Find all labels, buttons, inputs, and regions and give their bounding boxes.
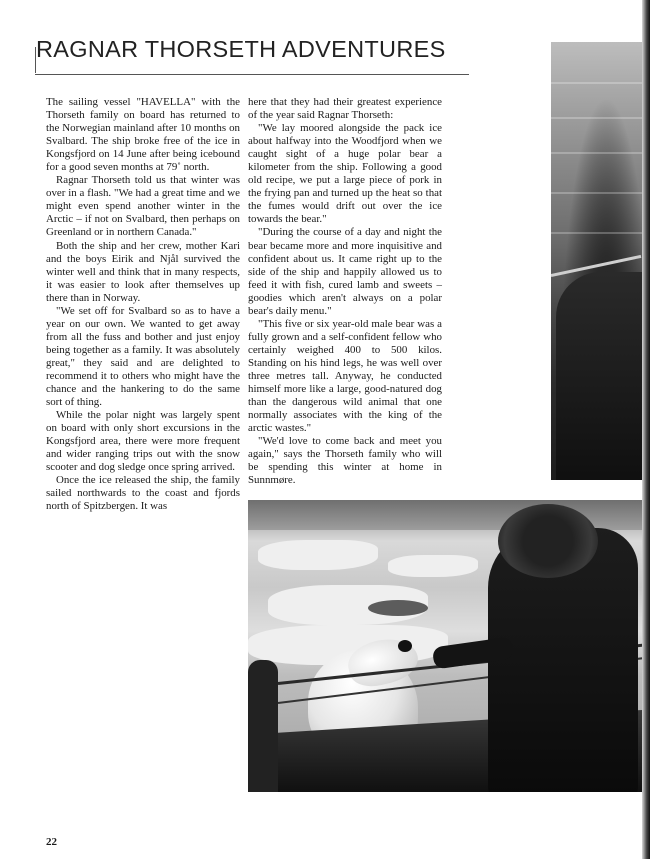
paragraph: "We lay moored alongside the pack ice about halfway into the Woodfjord when we caught sight of a huge polar bear a kilometer from the ship. Following a good old recipe, we put a large piece of pork in the frying pan and turned up the heat so that the fumes would drift out over the ice towards the bear." bbox=[248, 122, 442, 226]
page-number: 22 bbox=[46, 836, 57, 848]
photo-arctic-sea bbox=[551, 42, 643, 480]
paragraph: Both the ship and her crew, mother Kari and the boys Eirik and Njål survived the winter well and think that in many respects, it was easier to look after themselves up there than in Norway. bbox=[46, 239, 240, 304]
paragraph: "This five or six year-old male bear was a fully grown and a self-confident fellow who certainly weighed 400 to 500 kilos. Standing on his hind legs, he was well over three metres tall. Anyway, he conducted himself more like a large, good-natured dog than the dangerous wild animal that one normally associates with the king of the arctic wastes." bbox=[248, 317, 442, 435]
page-edge-shadow bbox=[642, 0, 650, 859]
paragraph: Ragnar Thorseth told us that winter was over in a flash. "We had a great time and we might even spend another winter in the Arctic – if not on Svalbard, then perhaps on Greenland or in northern Canada." bbox=[46, 174, 240, 239]
article-column-left bbox=[46, 96, 240, 514]
paragraph: While the polar night was largely spent on board with only short excursions in the Kongsfjord area, there were more frequent and wider ranging trips out with the snow scooter and dog sledge once spring arrived. bbox=[46, 409, 240, 474]
article-title: RAGNAR THORSETH ADVENTURES bbox=[36, 36, 446, 62]
article-column-middle bbox=[248, 96, 442, 487]
photo-polar-bear-feeding bbox=[248, 500, 642, 792]
paragraph: "During the course of a day and night the bear became more and more inquisitive and confident about us. It came right up to the side of the ship and happily allowed us to feed it with fish, cured lamb and sweets – goodies which aren't always on a polar bear's daily menu." bbox=[248, 226, 442, 317]
paragraph: "We'd love to come back and meet you again," says the Thorseth family who will be spending this winter at home in Sunnmøre. bbox=[248, 435, 442, 487]
paragraph: Once the ice released the ship, the family sailed northwards to the coast and fjords north of Spitzbergen. It was bbox=[46, 474, 240, 513]
paragraph: "We set off for Svalbard so as to have a year on our own. We wanted to get away from all the fuss and bother and just enjoy being together as a family. It was absolutely great," they said and are delighted to recommend it to others who might have the chance and the hankering to do the same sort of thing. bbox=[46, 304, 240, 409]
paragraph: The sailing vessel "HAVELLA" with the Thorseth family on board has returned to the Norwegian mainland after 10 months on Svalbard. The ship broke free of the ice in Kongsfjord on 14 June after being icebound for a good seven months at 79˚ north. bbox=[46, 96, 240, 174]
paragraph: here that they had their greatest experience of the year said Ragnar Thorseth: bbox=[248, 96, 442, 122]
title-rule bbox=[35, 74, 469, 75]
